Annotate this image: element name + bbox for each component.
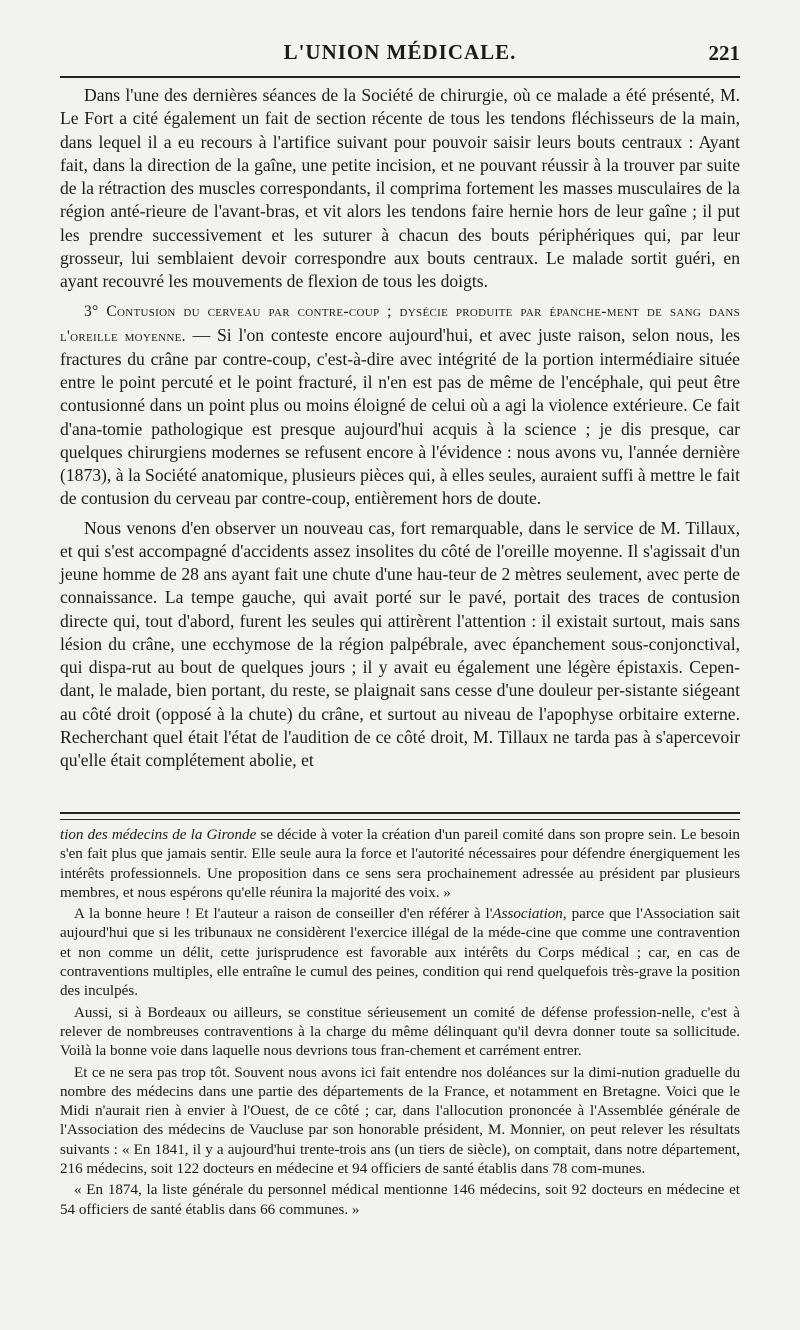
note-liste-1874: « En 1874, la liste générale du personnel médical mentionne 146 médecins, soit 92 docteurs en médecine et 54 officiers de santé établis dans 66 communes. » — [60, 1182, 740, 1218]
note-bonne-heure-start: A la bonne heure ! Et l'auteur a raison de conseiller d'en référer à l' — [74, 906, 493, 923]
paragraph-contusion — [60, 299, 740, 510]
page-header — [60, 36, 740, 76]
section-heading: 3° Contusion du cerveau par contre-coup ; dysécie produite par épanche-ment de sang dans l'oreille moyenne. — [60, 303, 740, 345]
paragraph-le-fort: Dans l'une des dernières séances de la Société de chirurgie, où ce malade a été présenté, M. Le Fort a cité également un fait de section récente de tous les tendons fléchisseurs de la main, dans lequel il a eu recours à l'artifice suivant pour pouvoir saisir leurs bouts centraux : Ayant fait, dans la direction de la gaîne, une petite incision, et ne pouvant réussir à la trouver par suite de la rétraction des muscles correspondants, il comprima fortement les masses musculaires de la région anté-rieure de l'avant-bras, et vit alors les tendons faire hernie hors de leur gaîne ; il put les prendre successivement et les suturer à chacun des bouts périphériques qui, par leur grosseur, lui semblaient devoir correspondre aux bouts centraux. Le malade sortit guéri, en ayant recouvré les mouvements de flexion de tous les doigts. — [60, 85, 740, 291]
section-body: — Si l'on conteste encore aujourd'hui, et avec juste raison, selon nous, les fractures du crâne par contre-coup, c'est-à-dire avec intégrité de la portion intermédiaire située entre le point percuté et le point fracturé, il n'en est pas de même de l'encéphale, qui peut être contusionné dans un point plus ou moins éloigné de celui où a agi la violence extérieure. Ce fait d'ana-tomie pathologique est presque aujourd'hui acquis à la science ; je dis presque, car quelques chirurgiens modernes se refusent encore à l'évidence : nous avons vu, l'année dernière (1873), à la Société anatomique, plusieurs pièces qui, à elles seules, auraient suffi à mettre le fait de contusion du cerveau par contre-coup, entièrement hors de doute. — [60, 324, 740, 509]
main-text — [60, 84, 740, 772]
note-gironde-rest: se décide à voter la création d'un pareil comité dans son propre sein. Le besoin s'en fait plus que jamais sentir. Elle seule aura la force et l'autorité nécessaires pour défendre énergiquement les intérêts professionnels. Une proposition dans ce sens sera prochainement adressée au président par plusieurs membres, et nous espérons qu'elle réunira la majorité des voix. » — [60, 827, 740, 901]
note-gironde-italic: tion des médecins de la Gironde — [60, 827, 257, 843]
footnote-separator — [60, 812, 740, 820]
note-bordeaux: Aussi, si à Bordeaux ou ailleurs, se constitue sérieusement un comité de défense profession-nelle, c'est à relever de nombreuses contraventions à la charge du même délinquant qu'il devra donner toute sa sollicitude. Voilà la bonne voie dans laquelle nous devrions tous fran-chement et carrément entrer. — [60, 1004, 740, 1060]
running-title: L'UNION MÉDICALE. — [283, 40, 517, 64]
note-doleances: Et ce ne sera pas trop tôt. Souvent nous avons ici fait entendre nos doléances sur la dimi-nution graduelle du nombre des médecins dans une partie des départements de la France, et notamment en Bretagne. Voici que le Midi n'aurait rien à envier à l'Ouest, de ce côté ; car, dans l'allocution prononcée à l'Assemblée générale de l'Association des médecins de Vaucluse par son honorable président, M. Monnier, on peut relever les résultats suivants : « En 1841, il y a aujourd'hui trente-trois ans (un tiers de siècle), on comptait, dans notre département, 216 médecins, soit 122 docteurs en médecine et 94 officiers de santé établis dans 78 com-munes. — [60, 1064, 740, 1178]
paragraph-tillaux-case: Nous venons d'en observer un nouveau cas, fort remarquable, dans le service de M. Tillaux, et qui s'est accompagné d'accidents assez insolites du côté de l'oreille moyenne. Il s'agissait d'un jeune homme de 28 ans ayant fait une chute d'une hau-teur de 2 mètres seulement, avec perte de connaissance. La tempe gauche, qui avait porté sur le pavé, portait des traces de contusion directe qui, tout d'abord, furent les seules qui attirèrent l'attention : il existait surtout, mais sans lésion du crâne, une ecchymose de la région palpébrale, avec épanchement sous-conjonctival, qui dispa-rut au bout de quelques jours ; il y avait eu également une légère épistaxis. Cepen-dant, le malade, bien portant, du reste, se plaignait sans cesse d'une douleur per-sistante siégeant au côté droit (opposé à la chute) du crâne, et surtout au niveau de l'apophyse orbitaire externe. Recherchant quel était l'état de l'audition de ce côté droit, M. Tillaux ne tarda pas à s'apercevoir qu'elle était complétement abolie, et — [60, 517, 740, 770]
note-gironde — [60, 826, 740, 903]
note-bonne-heure-rest: , parce que l'Association sait aujourd'hui que si les tribunaux ne considèrent l'exercice illégal de la méde-cine que comme une contravention et non comme un délit, cette jurisprudence est favorable aux intérêts du Corps médical ; car, en cas de contraventions multiples, elle entraîne le cumul des peines, condition qui rend quelquefois très-grave la position des inculpés. — [60, 906, 740, 1000]
note-association-italic: Association — [492, 906, 563, 923]
page-number: 221 — [708, 41, 740, 65]
header-rule — [60, 76, 740, 78]
footnote-text — [60, 826, 740, 1220]
note-bonne-heure — [60, 905, 740, 1001]
